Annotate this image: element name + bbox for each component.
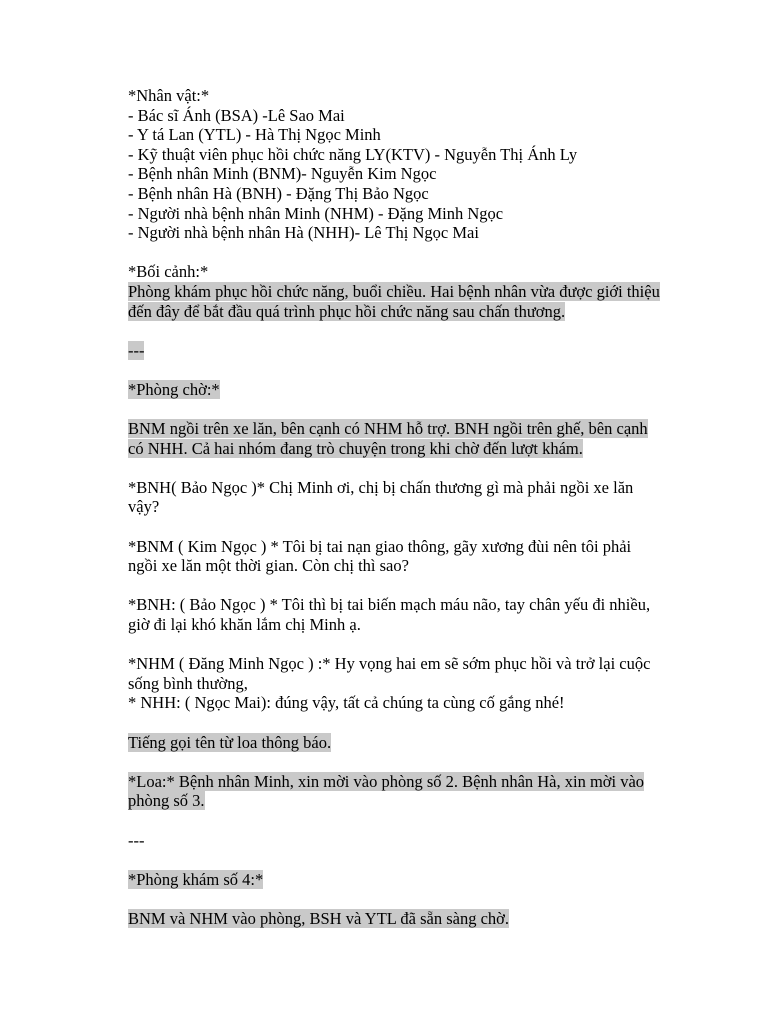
characters-section [128,86,724,243]
dialogue-line: giờ đi lại khó khăn lắm chị Minh ạ. [128,615,361,635]
dialogue-line: vậy? [128,497,160,517]
context-section [128,262,724,321]
character-item: - Bệnh nhân Minh (BNM)- Nguyễn Kim Ngọc [128,164,437,184]
character-item: - Người nhà bệnh nhân Minh (NHM) - Đặng Minh Ngọc [128,203,504,223]
exam-room-description [128,909,724,929]
dialogue-line: *BNH: ( Bảo Ngọc ) * Tôi thì bị tai biến mạch máu não, tay chân yếu đi nhiều, [128,595,651,615]
exam-room-heading: *Phòng khám số 4:* [128,869,264,889]
announcement-text-line: *Loa:* Bệnh nhân Minh, xin mời vào phòng số 2. Bệnh nhân Hà, xin mời vào [128,771,645,791]
separator-text: --- [128,830,145,850]
dialogue-line: sống bình thường, [128,673,248,693]
character-item: - Bệnh nhân Hà (BNH) - Đặng Thị Bảo Ngọc [128,183,429,203]
dialogue-line: *NHM ( Đăng Minh Ngọc ) :* Hy vọng hai em sẽ sớm phục hồi và trở lại cuộc [128,654,651,674]
separator-text: --- [128,340,145,360]
waiting-room-text-line: có NHH. Cả hai nhóm đang trò chuyện trong khi chờ đến lượt khám. [128,438,583,458]
announcement-intro-block [128,733,724,753]
character-item: - Y tá Lan (YTL) - Hà Thị Ngọc Minh [128,125,381,145]
announcement-text-line: phòng số 3. [128,791,205,811]
dialogue-bnh [128,478,724,517]
waiting-room-heading: *Phòng chờ:* [128,379,220,399]
dialogue-line: *BNM ( Kim Ngọc ) * Tôi bị tai nạn giao thông, gãy xương đùi nên tôi phải [128,536,632,556]
context-heading: *Bối cảnh:* [128,262,209,282]
announcement-loudspeaker [128,772,724,811]
character-item: - Người nhà bệnh nhân Hà (NHH)- Lê Thị Ngọc Mai [128,223,479,243]
waiting-room-text-line: BNM ngồi trên xe lăn, bên cạnh có NHM hỗ trợ. BNH ngồi trên ghế, bên cạnh [128,419,648,439]
exam-room-heading-block [128,870,724,890]
character-item: - Bác sĩ Ánh (BSA) -Lê Sao Mai [128,105,345,125]
characters-heading: *Nhân vật:* [128,86,210,105]
dialogue-line: * NHH: ( Ngọc Mai): đúng vậy, tất cả chúng ta cùng cố gắng nhé! [128,693,565,713]
character-item: - Kỹ thuật viên phục hồi chức năng LY(KTV) - Nguyễn Thị Ánh Ly [128,144,578,164]
separator [128,831,724,851]
dialogue-line: ngồi xe lăn một thời gian. Còn chị thì sao? [128,556,409,576]
separator [128,341,724,361]
context-text-line: Phòng khám phục hồi chức năng, buổi chiều. Hai bệnh nhân vừa được giới thiệu [128,281,660,301]
document-body [128,86,724,948]
dialogue-bnh [128,595,724,634]
waiting-room-heading-block [128,380,724,400]
waiting-room-description [128,419,724,458]
dialogue-line: *BNH( Bảo Ngọc )* Chị Minh ơi, chị bị chấn thương gì mà phải ngồi xe lăn [128,477,634,497]
dialogue-bnm [128,537,724,576]
dialogue-nhm-nhh [128,654,724,713]
exam-room-text: BNM và NHM vào phòng, BSH và YTL đã sẵn sàng chờ. [128,908,509,928]
announcement-intro: Tiếng gọi tên từ loa thông báo. [128,732,332,752]
context-text-line: đến đây để bắt đầu quá trình phục hồi chức năng sau chấn thương. [128,301,566,321]
